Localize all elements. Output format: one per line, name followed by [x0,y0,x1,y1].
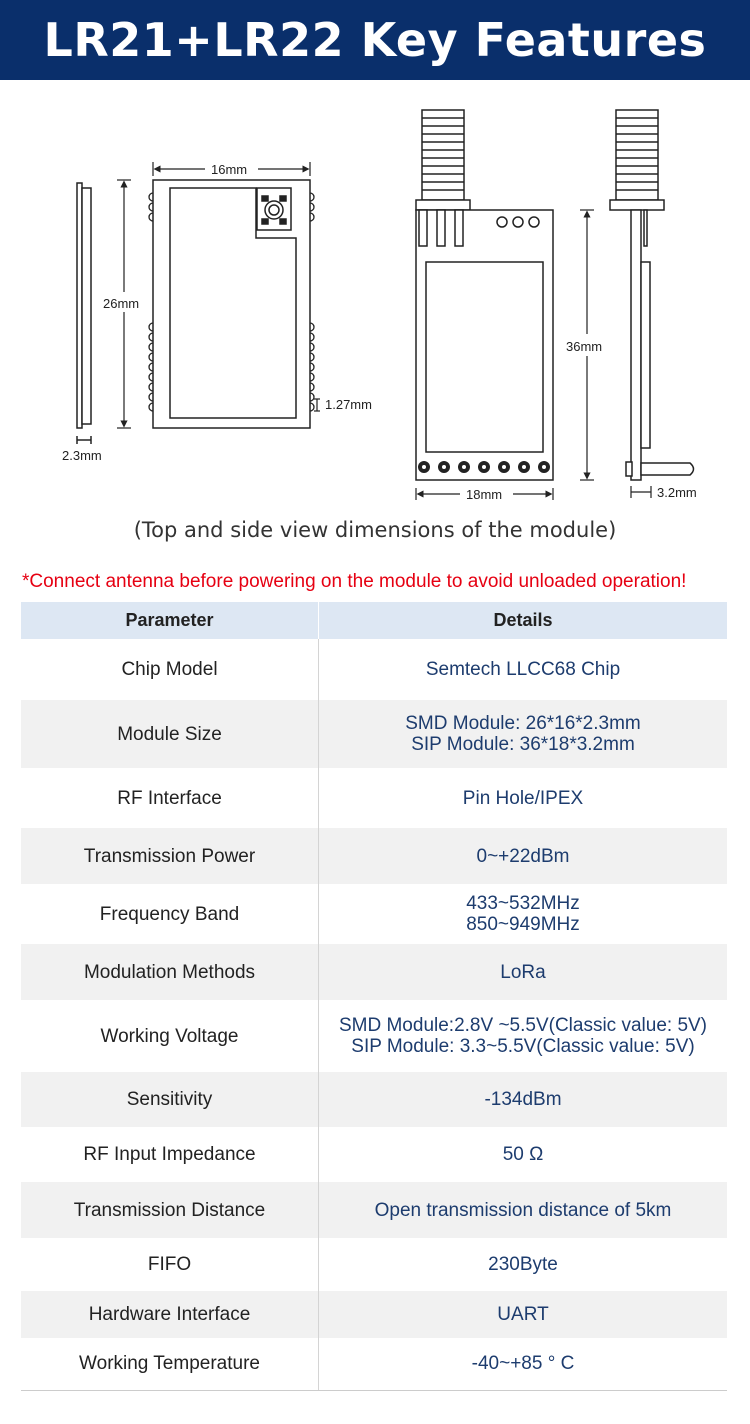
table-row [21,828,727,884]
param-cell: FIFO [21,1238,319,1291]
sip-height-label: 36mm [566,339,603,354]
details-cell: 50 Ω [502,1144,544,1165]
table-row [21,944,727,1000]
details-cell: -40~+85 ° C [319,1338,728,1390]
table-row [21,1291,727,1338]
sip-front-view [416,110,553,480]
param-cell: Frequency Band [21,884,319,944]
table-row [21,1338,727,1390]
param-cell: RF Interface [21,768,319,828]
details-cell: UART [319,1291,728,1338]
smd-pitch-label: 1.27mm [325,397,372,412]
details-cell: SMD Module:2.8V ~5.5V(Classic value: 5V) SIP Module: 3.3~5.5V(Classic value: 5V) [338,1015,708,1057]
details-cell: SMD Module: 26*16*2.3mm SIP Module: 36*18*3.2mm [319,700,728,768]
spec-table [21,602,727,1391]
param-cell: Working Temperature [21,1338,319,1390]
param-cell: Working Voltage [21,1000,319,1072]
details-cell: Semtech LLCC68 Chip [425,659,621,680]
header-banner [0,0,750,80]
table-header-row [21,602,727,639]
table-row [21,1000,727,1072]
sip-side-view [610,110,694,480]
sip-width-label: 18mm [466,487,503,502]
details-cell: 433~532MHz 850~949MHz [466,893,580,935]
details-cell: LoRa [319,944,728,1000]
param-cell: RF Input Impedance [21,1127,319,1182]
details-cell: -134dBm [319,1072,728,1127]
table-row [21,768,727,828]
details-cell: Pin Hole/IPEX [462,787,584,809]
smd-thickness-label: 2.3mm [62,448,102,463]
column-header-parameter: Parameter [21,602,319,639]
column-header-details: Details [319,602,728,639]
param-cell: Hardware Interface [21,1291,319,1338]
antenna-warning: *Connect antenna before powering on the module to avoid unloaded operation! [22,571,687,592]
table-row [21,1127,727,1182]
sip-thickness-label: 3.2mm [657,485,697,500]
smd-side-view [77,183,91,444]
table-row [21,1182,727,1238]
module-dimension-diagram [0,80,750,520]
details-cell: 0~+22dBm [319,828,728,884]
table-row [21,639,727,700]
table-row [21,884,727,944]
details-cell: Open transmission distance of 5km [319,1182,728,1238]
table-row [21,1238,727,1291]
table-row [21,1072,727,1127]
smd-width-label: 16mm [211,162,248,177]
details-cell: 230Byte [488,1254,558,1275]
table-row [21,700,727,768]
param-cell: Module Size [21,700,319,768]
param-cell: Sensitivity [21,1072,319,1127]
diagram-caption: (Top and side view dimensions of the module) [133,518,617,542]
param-cell: Transmission Power [21,828,319,884]
page-title: LR21+LR22 Key Features [43,13,707,67]
smd-height-label: 26mm [103,296,140,311]
param-cell: Transmission Distance [21,1182,319,1238]
smd-top-view [153,180,310,428]
param-cell: Modulation Methods [21,944,319,1000]
param-cell: Chip Model [21,639,319,700]
